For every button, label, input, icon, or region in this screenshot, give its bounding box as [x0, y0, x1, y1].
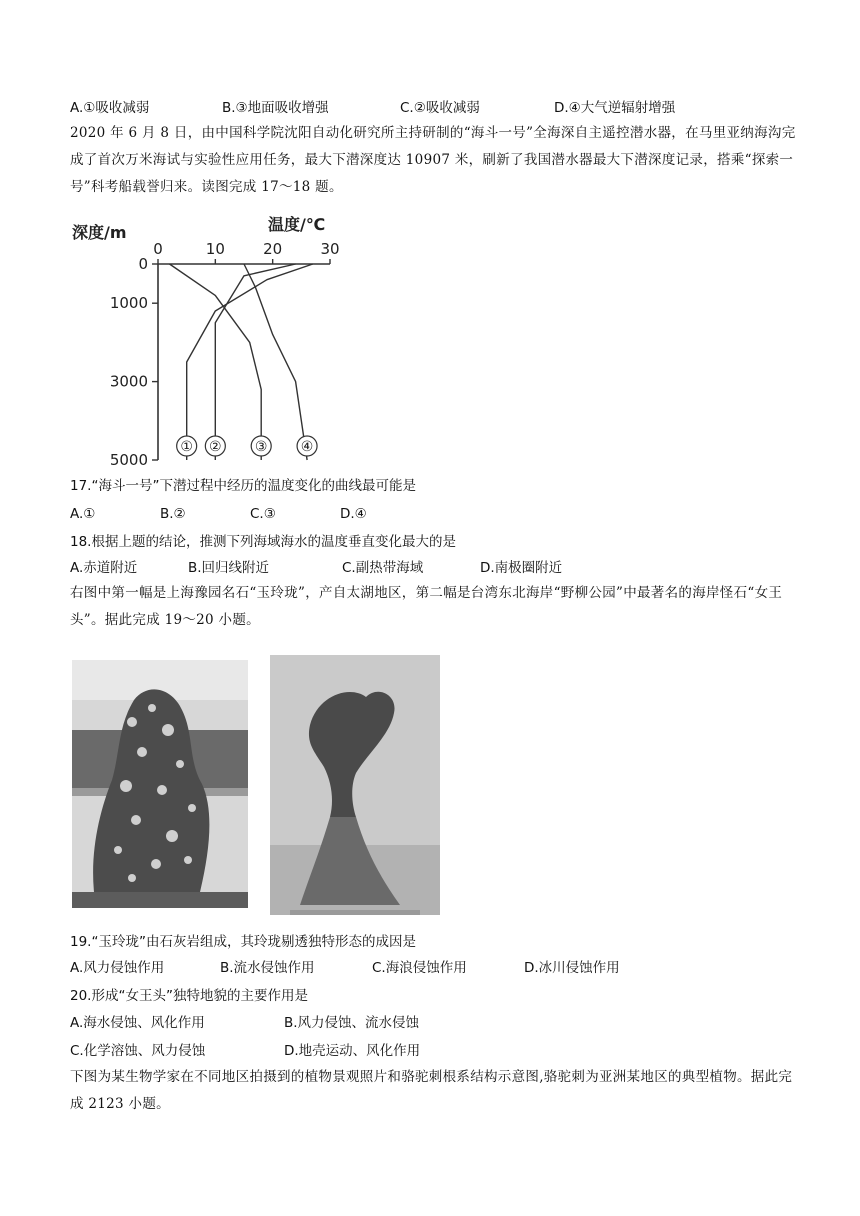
q18-option-c: C.副热带海域 [342, 560, 424, 576]
intro-21-23: 下图为某生物学家在不同地区拍摄到的植物景观照片和骆驼刺根系结构示意图,骆驼刺为亚洲某地区的典型植物。据此完成 2123 小题。 [70, 1069, 793, 1112]
yulinglong-rock-photo [72, 660, 248, 908]
q18-stem: 18.根据上题的结论，推测下列海域海水的温度垂直变化最大的是 [70, 534, 456, 550]
y-tick-label-0: 0 [138, 255, 148, 273]
q20-option-c: C.化学溶蚀、风力侵蚀 [70, 1043, 206, 1059]
q19-option-d: D.冰川侵蚀作用 [524, 960, 620, 976]
q19-stem: 19.“玉玲珑”由石灰岩组成，其玲珑剔透独特形态的成因是 [70, 934, 416, 950]
q20-option-d: D.地壳运动、风化作用 [284, 1043, 421, 1059]
q19-option-a: A.风力侵蚀作用 [70, 960, 165, 976]
series-label-2: ② [209, 439, 222, 455]
option-d: D.④大气逆辐射增强 [554, 100, 676, 116]
option-a: A.①吸收减弱 [70, 100, 150, 116]
option-b: B.③地面吸收增强 [222, 100, 329, 116]
intro-17-18: 2020 年 6 月 8 日，由中国科学院沈阳自动化研究所主持研制的“海斗一号”全海深自主遥控潜水器，在马里亚纳海沟完成了首次万米海试与实验性应用任务，最大下潜深度达 10907 米，刷新了我国潜水器最大下潜深度记录，搭乘“探索一号”科考船载誉归来。读图完成 17～18 题。 [70, 125, 796, 195]
q18-option-b: B.回归线附近 [188, 560, 270, 576]
q19-option-c: C.海浪侵蚀作用 [372, 960, 467, 976]
q18-option-a: A.赤道附近 [70, 560, 138, 576]
y-tick-label-3: 5000 [109, 451, 148, 469]
intro-19-20: 右图中第一幅是上海豫园名石“玉玲珑”，产自太湖地区，第二幅是台湾东北海岸“野柳公园”中最著名的海岸怪石“女王头”。据此完成 19～20 小题。 [70, 585, 783, 628]
x-tick-label-1: 10 [205, 240, 225, 258]
q17-option-c: C.③ [250, 506, 276, 522]
q19-option-b: B.流水侵蚀作用 [220, 960, 315, 976]
q20-stem: 20.形成“女王头”独特地貌的主要作用是 [70, 988, 308, 1004]
queens-head-rock-photo [270, 655, 440, 915]
temperature-depth-chart [70, 210, 370, 472]
y-axis-label: 深度/m [72, 223, 127, 242]
option-c: C.②吸收减弱 [400, 100, 480, 116]
x-tick-label-0: 0 [153, 240, 163, 258]
series-line-4 [244, 264, 307, 460]
series-label-1: ① [180, 439, 193, 455]
x-tick-label-3: 30 [320, 240, 340, 258]
series-line-2 [215, 264, 295, 460]
y-tick-label-2: 3000 [109, 372, 148, 391]
y-tick-label-1: 1000 [109, 294, 148, 313]
q20-option-a: A.海水侵蚀、风化作用 [70, 1015, 205, 1031]
q17-option-a: A.① [70, 506, 96, 522]
q17-stem: 17.“海斗一号”下潜过程中经历的温度变化的曲线最可能是 [70, 478, 416, 494]
q17-option-b: B.② [160, 506, 186, 522]
x-axis-label: 温度/℃ [268, 215, 326, 234]
series-label-3: ③ [254, 439, 268, 455]
q17-option-d: D.④ [340, 506, 367, 522]
q18-option-d: D.南极圈附近 [480, 560, 563, 576]
series-line-1 [187, 264, 313, 460]
q20-option-b: B.风力侵蚀、流水侵蚀 [284, 1015, 420, 1031]
x-tick-label-2: 20 [263, 240, 283, 258]
series-label-4: ④ [300, 439, 314, 455]
